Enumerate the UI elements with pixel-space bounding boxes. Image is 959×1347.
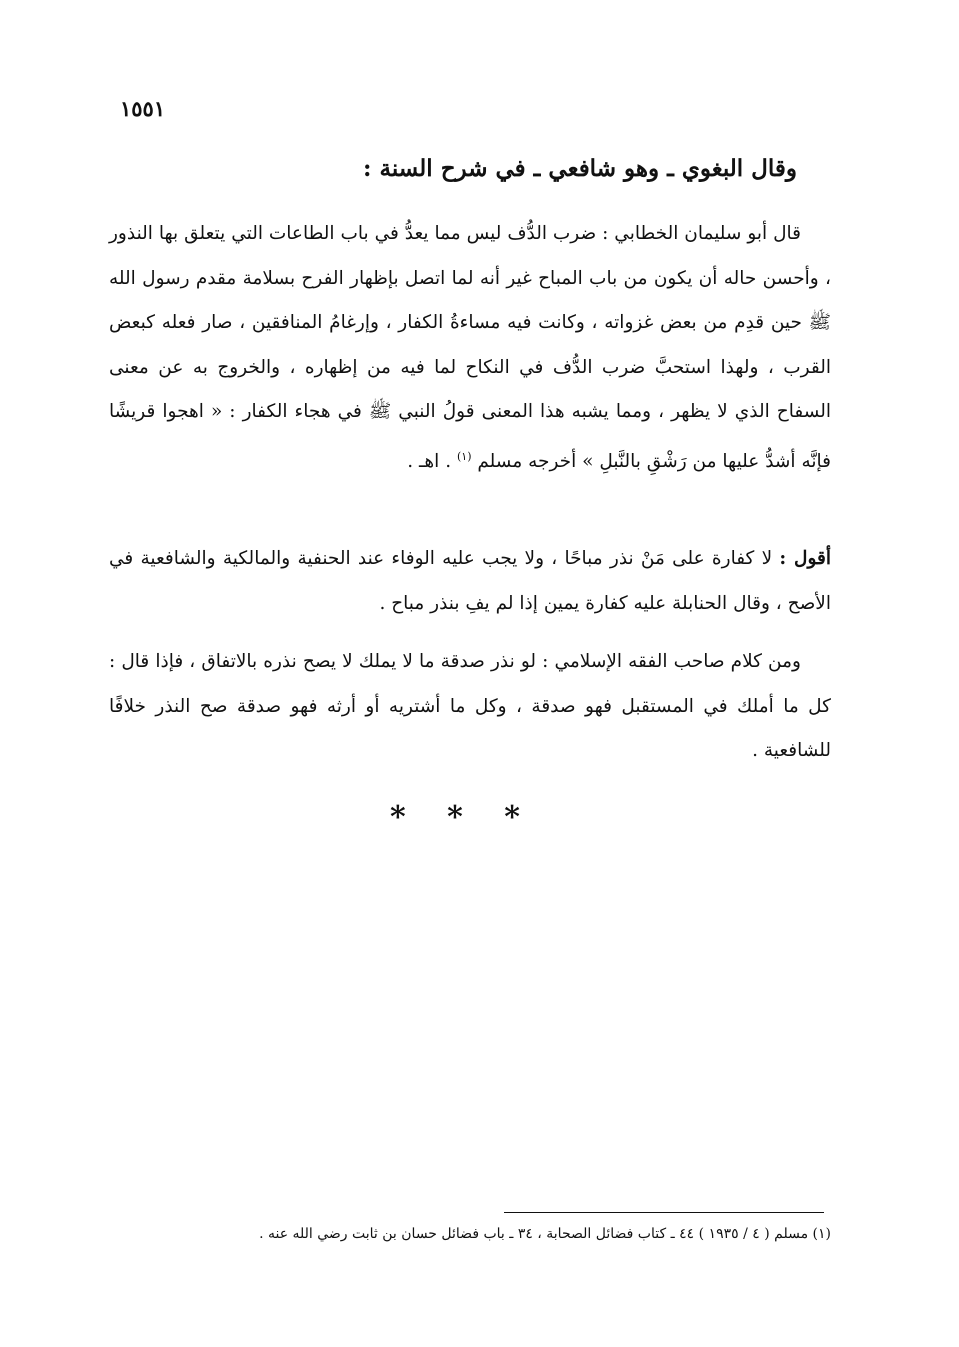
separator-star: *	[447, 800, 463, 835]
paragraph-1-text: قال أبو سليمان الخطابي : ضرب الدُّف ليس مما يعدُّ في باب الطاعات التي يتعلق بها النذور ، وأحسن حاله أن يكون من باب المباح غير أنه لما اتصل بإظهار الفرح بسلامة مقدم رسول الله ﷺ حين قدِم من بعض غزواته ، وكانت فيه مساءةُ الكفار ، وإرغامُ المنافقين ، صار فعله كبعض القرب ، ولهذا استحبَّ ضرب الدُّف في النكاح لما فيه من إظهاره ، والخروج به عن معنى السفاح الذي لا يظهر ، ومما يشبه هذا المعنى قولُ النبي ﷺ في هجاء الكفار : « اهجوا قريشًا فإنَّه أشدُّ عليها من رَشْقِ بالنَّبلِ » أخرجه مسلم	[109, 223, 831, 472]
section-separator	[390, 800, 520, 835]
separator-star: *	[504, 800, 520, 835]
footnote-reference: (١)	[456, 449, 472, 463]
footnote: (١) مسلم ( ٤ / ١٩٣٥ ) ٤٤ ـ كتاب فضائل الصحابة ، ٣٤ ـ باب فضائل حسان بن ثابت رضي الله عنه .	[259, 1226, 831, 1242]
paragraph-2-lead: أقول :	[779, 548, 831, 569]
paragraph-author-opinion	[109, 537, 831, 626]
paragraph-3-text: ومن كلام صاحب الفقه الإسلامي : لو نذر صدقة ما لا يملك لا يصح نذره بالاتفاق ، فإذا قال : كل ما أملك في المستقبل فهو صدقة ، وكل ما أشتريه أو أرثه فهو صدقة صح النذر خلافًا للشافعية .	[109, 651, 831, 761]
paragraph-khattabi-quote	[109, 212, 831, 484]
paragraph-2-text: لا كفارة على مَنْ نذر مباحًا ، ولا يجب عليه الوفاء عند الحنفية والمالكية والشافعية في الأصح ، وقال الحنابلة عليه كفارة يمين إذا لم يفِ بنذر مباح .	[109, 548, 831, 614]
separator-star: *	[390, 800, 406, 835]
page-number: ١٥٥١	[120, 96, 166, 121]
footnote-divider	[504, 1212, 824, 1213]
section-heading: وقال البغوي ـ وهو شافعي ـ في شرح السنة :	[363, 155, 797, 182]
paragraph-1-end: . اهـ .	[407, 450, 452, 472]
paragraph-fiqh-quote	[109, 640, 831, 774]
